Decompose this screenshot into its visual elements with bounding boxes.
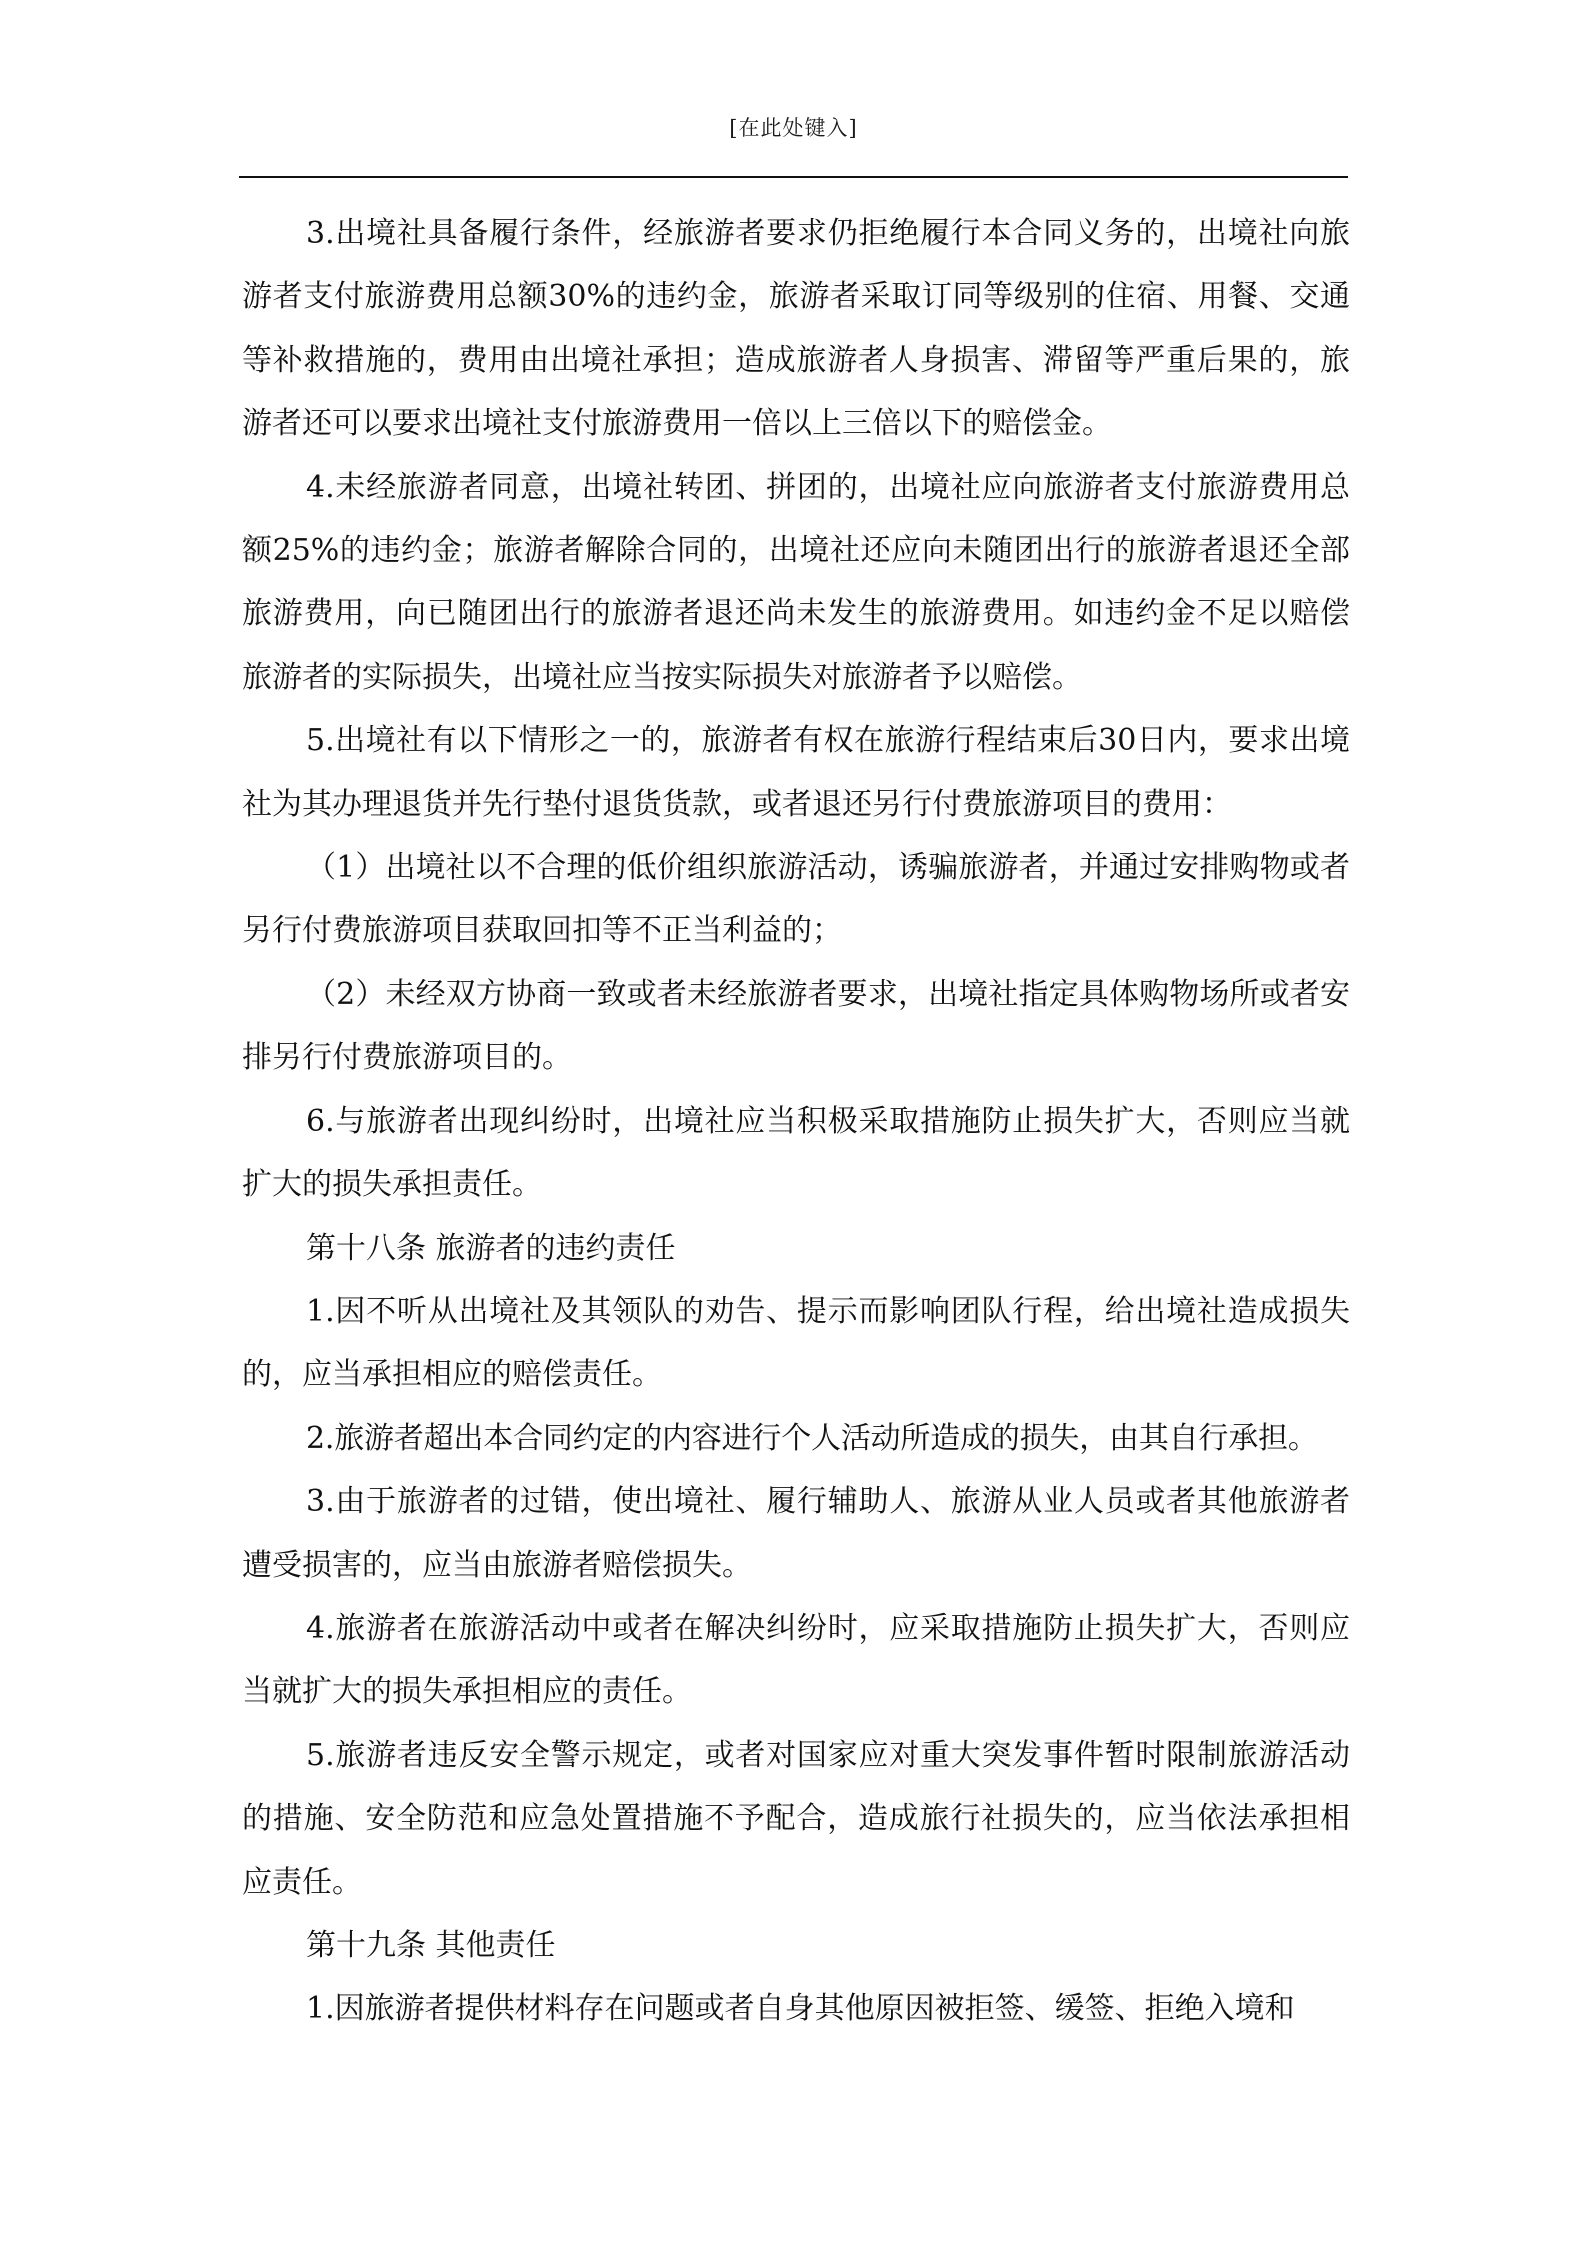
header-divider xyxy=(239,176,1348,178)
paragraph-18-3: 3.由于旅游者的过错，使出境社、履行辅助人、旅游从业人员或者其他旅游者遭受损害的，应当由旅游者赔偿损失。 xyxy=(242,1484,1350,1583)
paragraph-18-5: 5.旅游者违反安全警示规定，或者对国家应对重大突发事件暂时限制旅游活动的措施、安全防范和应急处置措施不予配合，造成旅行社损失的，应当依法承担相应责任。 xyxy=(242,1737,1350,1900)
paragraph-17-5: 5.出境社有以下情形之一的，旅游者有权在旅游行程结束后30日内，要求出境社为其办理退货并先行垫付退货货款，或者退还另行付费旅游项目的费用： xyxy=(242,723,1350,822)
paragraph-19-1: 1.因旅游者提供材料存在问题或者自身其他原因被拒签、缓签、拒绝入境和 xyxy=(306,1991,1295,2027)
paragraph-17-5-item-2: （2）未经双方协商一致或者未经旅游者要求，出境社指定具体购物场所或者安排另行付费旅游项目的。 xyxy=(242,976,1350,1076)
paragraph-17-6: 6.与旅游者出现纠纷时，出境社应当积极采取措施防止损失扩大，否则应当就扩大的损失承担责任。 xyxy=(242,1103,1350,1203)
page-header: [在此处键入] xyxy=(729,116,858,140)
paragraph-18-2: 2.旅游者超出本合同约定的内容进行个人活动所造成的损失，由其自行承担。 xyxy=(306,1420,1318,1456)
paragraph-17-5-item-1: （1）出境社以不合理的低价组织旅游活动，诱骗旅游者，并通过安排购物或者另行付费旅游项目获取回扣等不正当利益的； xyxy=(242,850,1350,949)
paragraph-17-3: 3.出境社具备履行条件，经旅游者要求仍拒绝履行本合同义务的，出境社向旅游者支付旅游费用总额30%的违约金，旅游者采取订同等级别的住宿、用餐、交通等补救措施的，费用由出境社承担；造成旅游者人身损害、滞留等严重后果的，旅游者还可以要求出境社支付旅游费用一倍以上三倍以下的赔偿金。 xyxy=(242,216,1350,442)
document-body xyxy=(242,202,1350,2041)
paragraph-17-4: 4.未经旅游者同意，出境社转团、拼团的，出境社应向旅游者支付旅游费用总额25%的违约金；旅游者解除合同的，出境社还应向未随团出行的旅游者退还全部旅游费用，向已随团出行的旅游者退还尚未发生的旅游费用。如违约金不足以赔偿旅游者的实际损失，出境社应当按实际损失对旅游者予以赔偿。 xyxy=(242,469,1350,695)
paragraph-18-4: 4.旅游者在旅游活动中或者在解决纠纷时，应采取措施防止损失扩大，否则应当就扩大的损失承担相应的责任。 xyxy=(242,1610,1350,1710)
section-heading-18: 第十八条 旅游者的违约责任 xyxy=(306,1230,676,1266)
section-heading-19: 第十九条 其他责任 xyxy=(306,1927,556,1963)
paragraph-18-1: 1.因不听从出境社及其领队的劝告、提示而影响团队行程，给出境社造成损失的，应当承担相应的赔偿责任。 xyxy=(242,1293,1350,1393)
